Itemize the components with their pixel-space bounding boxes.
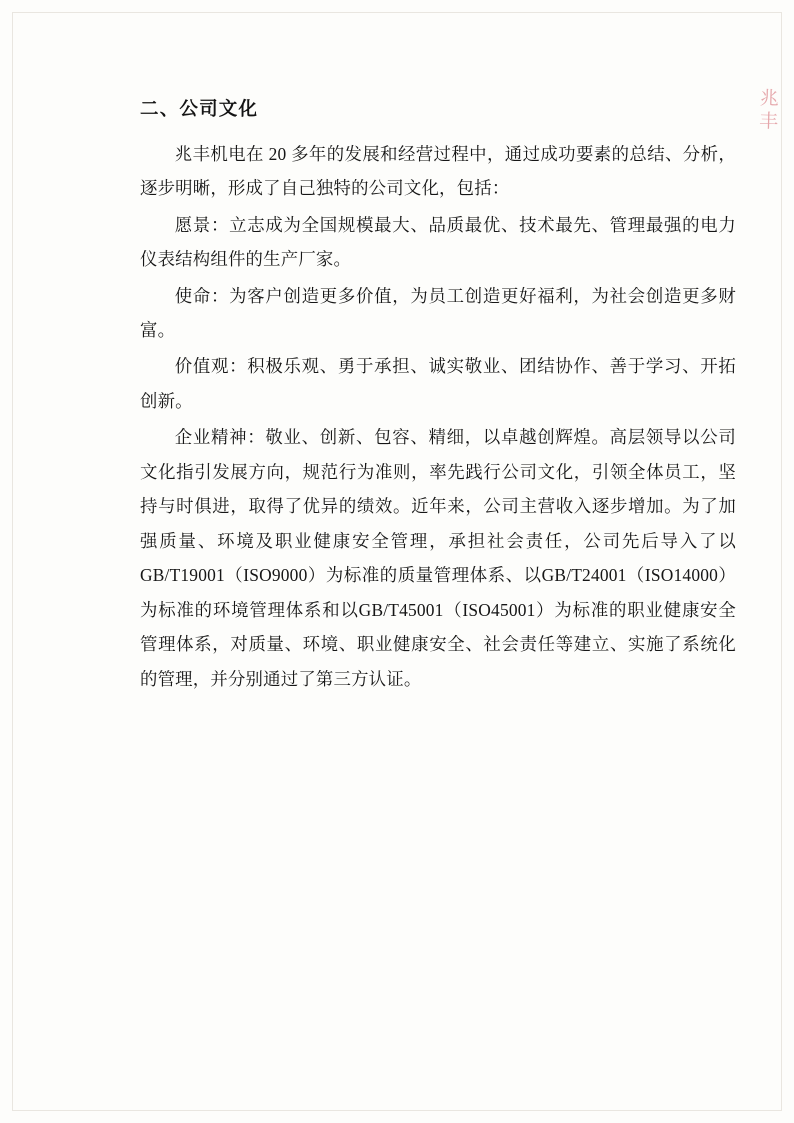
- paragraph-vision: 愿景：立志成为全国规模最大、品质最优、技术最先、管理最强的电力仪表结构组件的生产厂家。: [140, 214, 736, 270]
- paragraph-intro: 兆丰机电在 20 多年的发展和经营过程中，通过成功要素的总结、分析，逐步明晰，形成了自己独特的公司文化，包括：: [140, 143, 736, 199]
- section-heading: 二、公司文化: [140, 98, 259, 119]
- paragraph-mission: 使命：为客户创造更多价值，为员工创造更好福利，为社会创造更多财富。: [140, 285, 736, 341]
- paragraph-values: 价值观：积极乐观、勇于承担、诚实敬业、团结协作、善于学习、开拓创新。: [140, 356, 736, 411]
- paragraph-spirit: 企业精神：敬业、创新、包容、精细，以卓越创辉煌。高层领导以公司文化指引发展方向，规范行为准则，率先践行公司文化，引领全体员工，坚持与时俱进，取得了优异的绩效。近年来，公司主营收入逐步增加。为了加强质量、环境及职业健康安全管理，承担社会责任，公司先后导入了以GB/T19001（ISO9000）为标准的质量管理体系、以GB/T24001（ISO14000）为标准的环境管理体系和以GB/T45001（ISO45001）为标准的职业健康安全管理体系，对质量、环境、职业健康安全、社会责任等建立、实施了系统化的管理，并分别通过了第三方认证。: [140, 427, 736, 689]
- red-stamp-mark: 兆丰: [755, 87, 779, 134]
- document-body: [140, 95, 736, 698]
